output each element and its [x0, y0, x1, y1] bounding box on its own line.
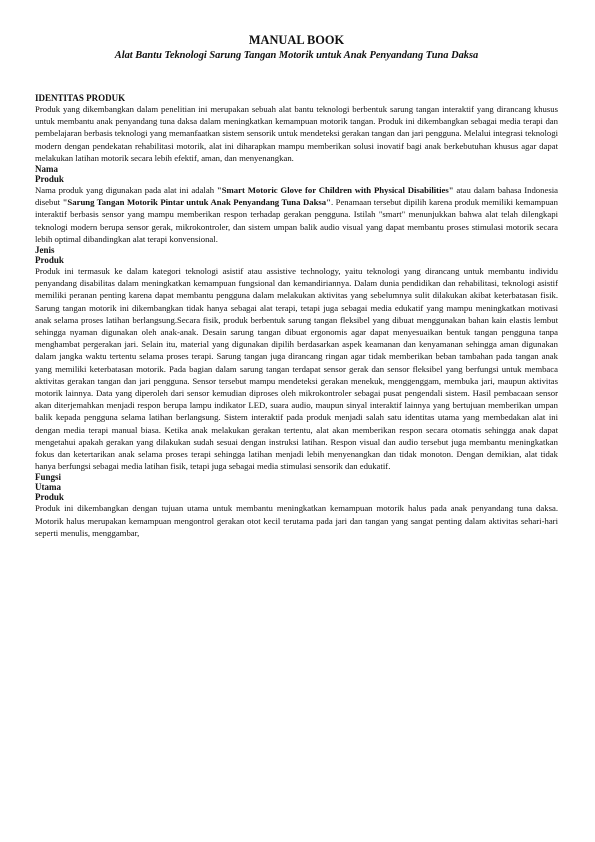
jenis-heading: Jenis	[35, 245, 55, 256]
nama-subheading: Produk	[35, 174, 64, 185]
nama-body-prefix: Nama produk yang digunakan pada alat ini adalah	[35, 185, 217, 196]
fungsi-heading: Fungsi	[35, 472, 62, 483]
manual-book-page	[35, 32, 558, 539]
nama-heading: Nama	[35, 164, 58, 175]
fungsi-subheading-produk: Produk	[35, 492, 64, 503]
jenis-paragraph: Produk ini termasuk ke dalam kategori teknologi asistif atau assistive technology, yaitu teknologi yang dirancang untuk membantu individu penyandang disabilitas dalam meningkatkan kemampuan fungsional dan kemandiriannya. Dalam dunia pendidikan dan rehabilitasi, teknologi asistif memiliki peranan penting karena dapat membantu pengguna dalam melakukan aktivitas yang sebelumnya sulit dilakukan akibat keterbatasan fisik. Sarung tangan motorik ini dikembangkan tidak hanya sebagai alat terapi, tetapi juga sebagai media edukatif yang mampu meningkatkan motivasi anak selama proses latihan berlangsung.Secara fisik, produk berbentuk sarung tangan fleksibel yang dibuat menggunakan bahan kain elastis lembut sehingga nyaman digunakan oleh anak-anak. Desain sarung tangan dibuat ergonomis agar dapat menyesuaikan bentuk tangan pengguna tanpa menghambat pergerakan jari. Selain itu, material yang digunakan dipilih berdasarkan aspek keamanan dan kenyamanan sehingga aman digunakan dalam jangka waktu tertentu selama proses terapi. Sarung tangan juga dirancang ringan agar tidak memberikan beban tambahan pada tangan anak yang memiliki keterbatasan motorik. Pada bagian dalam sarung tangan terdapat sensor gerak dan sensor fleksibel yang berfungsi untuk membaca aktivitas gerakan tangan dan jari pengguna. Sensor tersebut mampu mendeteksi gerakan menekuk, menggenggam, membuka jari, maupun aktivitas motorik lainnya. Data yang diperoleh dari sensor kemudian diproses oleh mikrokontroler sebagai pusat pengendali sistem. Hasil pembacaan sensor akan diterjemahkan menjadi respon berupa lampu indikator LED, suara audio, maupun sinyal interaktif lainnya yang bertujuan memberikan umpan balik kepada pengguna selama latihan berlangsung. Sistem interaktif pada produk menjadi salah satu identitas utama yang membedakan alat ini dengan media terapi manual biasa. Ketika anak melakukan gerakan tertentu, alat akan memberikan respon secara otomatis sehingga anak dapat mengetahui apakah gerakan yang dilakukan sudah sesuai dengan instruksi latihan. Respon visual dan audio tersebut juga membantu meningkatkan fokus dan ketertarikan anak selama proses terapi sehingga latihan menjadi lebih menyenangkan dan tidak monoton. Dengan demikian, alat tidak hanya berfungsi sebagai media latihan fisik, tetapi juga sebagai media stimulasi sensorik dan edukatif.	[35, 266, 558, 472]
identitas-heading: IDENTITAS PRODUK	[35, 93, 126, 103]
document-subtitle: Alat Bantu Teknologi Sarung Tangan Motorik untuk Anak Penyandang Tuna Daksa	[114, 50, 479, 61]
product-name-en: "Smart Motoric Glove for Children with Physical Disabilities"	[216, 185, 454, 196]
nama-paragraph	[35, 184, 558, 245]
jenis-subheading: Produk	[35, 255, 64, 266]
nama-body-suffix: . Penamaan tersebut dipilih karena produk memiliki kemampuan interaktif berbasis sensor yang mampu memberikan respon terhadap gerakan pengguna. Istilah "smart" menunjukkan bahwa alat telah dilengkapi teknologi modern berupa sensor gerak, mikrokontroler, dan sistem umpan balik audio visual yang dapat membantu proses stimulasi motorik secara lebih optimal dibandingkan alat terapi konvensional.	[35, 197, 558, 244]
nama-body-mid: atau dalam bahasa Indonesia disebut	[35, 185, 559, 208]
fungsi-subheading-utama: Utama	[35, 482, 61, 493]
product-name-id: "Sarung Tangan Motorik Pintar untuk Anak Penyandang Tuna Daksa"	[62, 197, 331, 208]
document-title: MANUAL BOOK	[248, 33, 345, 47]
identitas-paragraph: Produk yang dikembangkan dalam penelitian ini merupakan sebuah alat bantu teknologi berbentuk sarung tangan interaktif yang dirancang khusus untuk membantu anak penyandang tuna daksa dalam meningkatkan kemampuan motorik tangan. Produk ini dikembangkan sebagai media terapi dan pembelajaran berbasis teknologi yang memanfaatkan sistem sensorik untuk mendeteksi gerakan tangan dan jari pengguna. Melalui integrasi teknologi modern dengan pendekatan rehabilitasi motorik, alat ini diharapkan mampu memberikan solusi inovatif bagi anak berkebutuhan khusus agar dapat melakukan latihan motorik secara lebih efektif, aman, dan menyenangkan.	[35, 104, 558, 163]
document-content	[35, 93, 558, 539]
fungsi-paragraph: Produk ini dikembangkan dengan tujuan utama untuk membantu meningkatkan kemampuan motorik halus pada anak penyandang tuna daksa. Motorik halus merupakan kemampuan mengontrol gerakan otot kecil terutama pada jari dan tangan yang sangat penting dalam aktivitas sehari-hari seperti menulis, menggambar,	[35, 503, 558, 538]
